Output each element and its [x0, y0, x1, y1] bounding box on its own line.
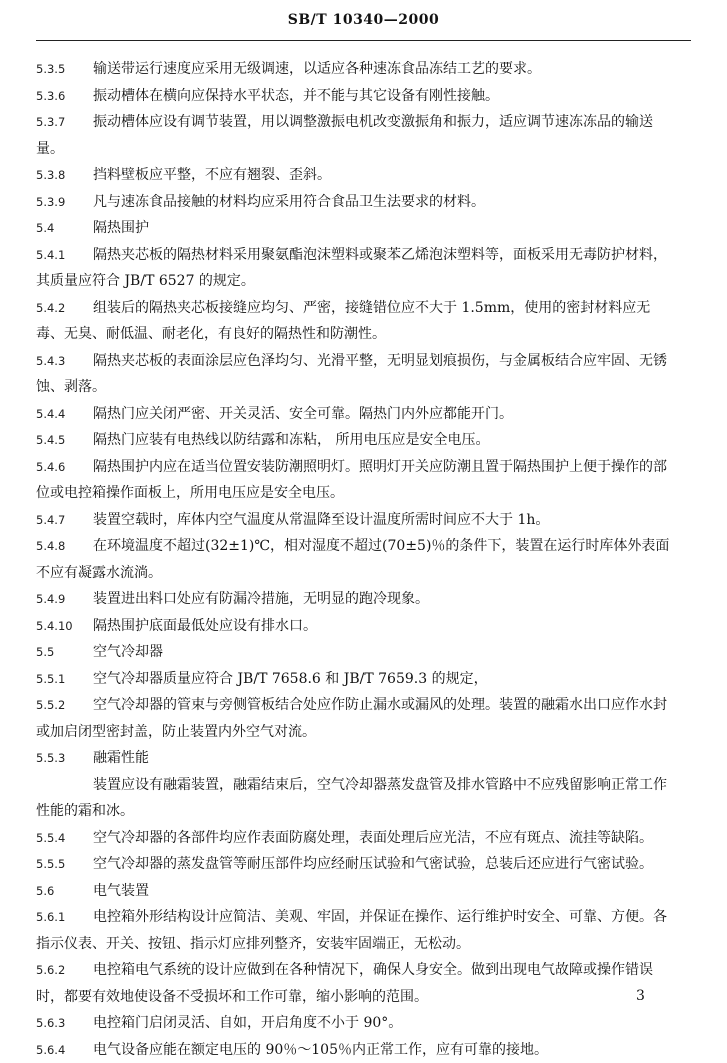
clause-number: 5.5.5 — [36, 851, 93, 878]
clause — [36, 825, 676, 852]
clause-text: 隔热门应关闭严密、开关灵活、安全可靠。隔热门内外应都能开门。 — [93, 406, 513, 422]
clause-text: 电控箱外形结构设计应简洁、美观、牢固，并保证在操作、运行维护时安全、可靠、方便。各指示仪表、开关、按钮、指示灯应排列整齐，安装牢固端正，无松动。 — [36, 909, 667, 952]
clause-number: 5.6.4 — [36, 1037, 93, 1063]
clause-text: 电控箱电气系统的设计应做到在各种情况下，确保人身安全。做到出现电气故障或操作错误时，都要有效地使设备不受损坏和工作可靠，缩小影响的范围。 — [36, 962, 653, 1005]
clause — [36, 162, 676, 189]
clause — [36, 1010, 676, 1037]
clause-number: 5.4.4 — [36, 401, 93, 428]
clause — [36, 454, 676, 507]
clause-text: 装置空载时，库体内空气温度从常温降至设计温度所需时间应不大于 1h。 — [93, 512, 549, 528]
section-heading — [36, 639, 676, 666]
clause-text: 空气冷却器的蒸发盘管等耐压部件均应经耐压试验和气密试验，总装后还应进行气密试验。 — [93, 856, 653, 872]
section-heading — [36, 215, 676, 242]
section-heading — [36, 878, 676, 905]
section-title: 隔热围护 — [93, 220, 149, 236]
clause-text: 隔热夹芯板的隔热材料采用聚氨酯泡沫塑料或聚苯乙烯泡沫塑料等，面板采用无毒防护材料，其质量应符合 JB/T 6527 的规定。 — [36, 247, 667, 290]
clause — [36, 904, 676, 957]
section-title: 空气冷却器 — [93, 644, 163, 660]
clause — [36, 242, 676, 295]
clause-text: 组装后的隔热夹芯板接缝应均匀、严密，接缝错位应不大于 1.5mm，使用的密封材料应无毒、无臭、耐低温、耐老化，有良好的隔热性和防潮性。 — [36, 300, 650, 343]
clause-number: 5.3.6 — [36, 83, 93, 110]
clause — [36, 83, 676, 110]
document-body — [36, 56, 676, 1063]
standard-code: SB/T 10340—2000 — [36, 12, 691, 28]
clause-text: 电控箱门启闭灵活、自如，开启角度不小于 90°。 — [93, 1015, 402, 1031]
clause-number: 5.4.3 — [36, 348, 93, 375]
clause-number: 5.5.3 — [36, 745, 93, 772]
section-title: 电气装置 — [93, 883, 149, 899]
clause — [36, 401, 676, 428]
clause-number: 5.4.1 — [36, 242, 93, 269]
clause-number: 5.4.5 — [36, 427, 93, 454]
clause — [36, 56, 676, 83]
clause-number: 5.5 — [36, 639, 93, 666]
clause-text: 电气设备应能在额定电压的 90％～105％内正常工作，应有可靠的接地。 — [93, 1042, 548, 1058]
subsection-title: 融霜性能 — [93, 750, 149, 766]
clause-number: 5.5.1 — [36, 666, 93, 693]
clause-text: 输送带运行速度应采用无级调速，以适应各种速冻食品冻结工艺的要求。 — [93, 61, 541, 77]
page-number: 3 — [636, 988, 645, 1004]
clause-text: 振动槽体应设有调节装置，用以调整激振电机改变激振角和振力，适应调节速冻冻品的输送量。 — [36, 114, 653, 157]
clause — [36, 533, 676, 586]
clause-number: 5.3.7 — [36, 109, 93, 136]
clause-number: 5.4 — [36, 215, 93, 242]
clause-text: 在环境温度不超过(32±1)℃，相对湿度不超过(70±5)％的条件下，装置在运行时库体外表面不应有凝露水流淌。 — [36, 538, 669, 581]
clause-number: 5.6 — [36, 878, 93, 905]
clause-number: 5.6.1 — [36, 904, 93, 931]
clause — [36, 851, 676, 878]
clause — [36, 586, 676, 613]
clause — [36, 427, 676, 454]
clause-text: 装置进出料口处应有防漏冷措施，无明显的跑冷现象。 — [93, 591, 429, 607]
clause-text: 隔热夹芯板的表面涂层应色泽均匀、光滑平整，无明显划痕损伤，与金属板结合应牢固、无锈蚀、剥落。 — [36, 353, 667, 396]
paragraph: 装置应设有融霜装置，融霜结束后，空气冷却器蒸发盘管及排水管路中不应残留影响正常工作性能的霜和冰。 — [36, 772, 676, 825]
clause-text: 隔热围护内应在适当位置安装防潮照明灯。照明灯开关应防潮且置于隔热围护上便于操作的部位或电控箱操作面板上，所用电压应是安全电压。 — [36, 459, 667, 502]
clause — [36, 295, 676, 348]
clause-text: 振动槽体在横向应保持水平状态，并不能与其它设备有刚性接触。 — [93, 88, 499, 104]
clause — [36, 1037, 676, 1063]
clause — [36, 666, 676, 693]
clause-text: 隔热围护底面最低处应设有排水口。 — [93, 618, 317, 634]
clause — [36, 692, 676, 745]
clause-text: 凡与速冻食品接触的材料均应采用符合食品卫生法要求的材料。 — [93, 194, 485, 210]
clause-number: 5.3.8 — [36, 162, 93, 189]
clause-text: 隔热门应装有电热线以防结露和冻粘， 所用电压应是安全电压。 — [93, 432, 489, 448]
clause-number: 5.4.8 — [36, 533, 93, 560]
page-header — [36, 0, 691, 46]
clause-text: 空气冷却器的管束与旁侧管板结合处应作防止漏水或漏风的处理。装置的融霜水出口应作水封或加启闭型密封盖，防止装置内外空气对流。 — [36, 697, 667, 740]
clause-text: 空气冷却器的各部件均应作表面防腐处理，表面处理后应光洁，不应有斑点、流挂等缺陷。 — [93, 830, 653, 846]
clause — [36, 507, 676, 534]
clause-number: 5.4.2 — [36, 295, 93, 322]
header-rule — [36, 40, 691, 41]
clause-number: 5.3.5 — [36, 56, 93, 83]
clause-number: 5.6.2 — [36, 957, 93, 984]
clause — [36, 189, 676, 216]
clause-number: 5.6.3 — [36, 1010, 93, 1037]
subsection-heading — [36, 745, 676, 772]
clause-number: 5.4.6 — [36, 454, 93, 481]
clause-text: 挡料壁板应平整，不应有翘裂、歪斜。 — [93, 167, 331, 183]
clause-number: 5.3.9 — [36, 189, 93, 216]
clause-number: 5.4.9 — [36, 586, 93, 613]
clause-text: 空气冷却器质量应符合 JB/T 7658.6 和 JB/T 7659.3 的规定， — [93, 671, 488, 687]
clause — [36, 613, 676, 640]
clause — [36, 109, 676, 162]
clause-number: 5.5.2 — [36, 692, 93, 719]
clause-number: 5.4.10 — [36, 613, 93, 640]
clause — [36, 957, 676, 1010]
clause-number: 5.4.7 — [36, 507, 93, 534]
clause-number: 5.5.4 — [36, 825, 93, 852]
clause — [36, 348, 676, 401]
